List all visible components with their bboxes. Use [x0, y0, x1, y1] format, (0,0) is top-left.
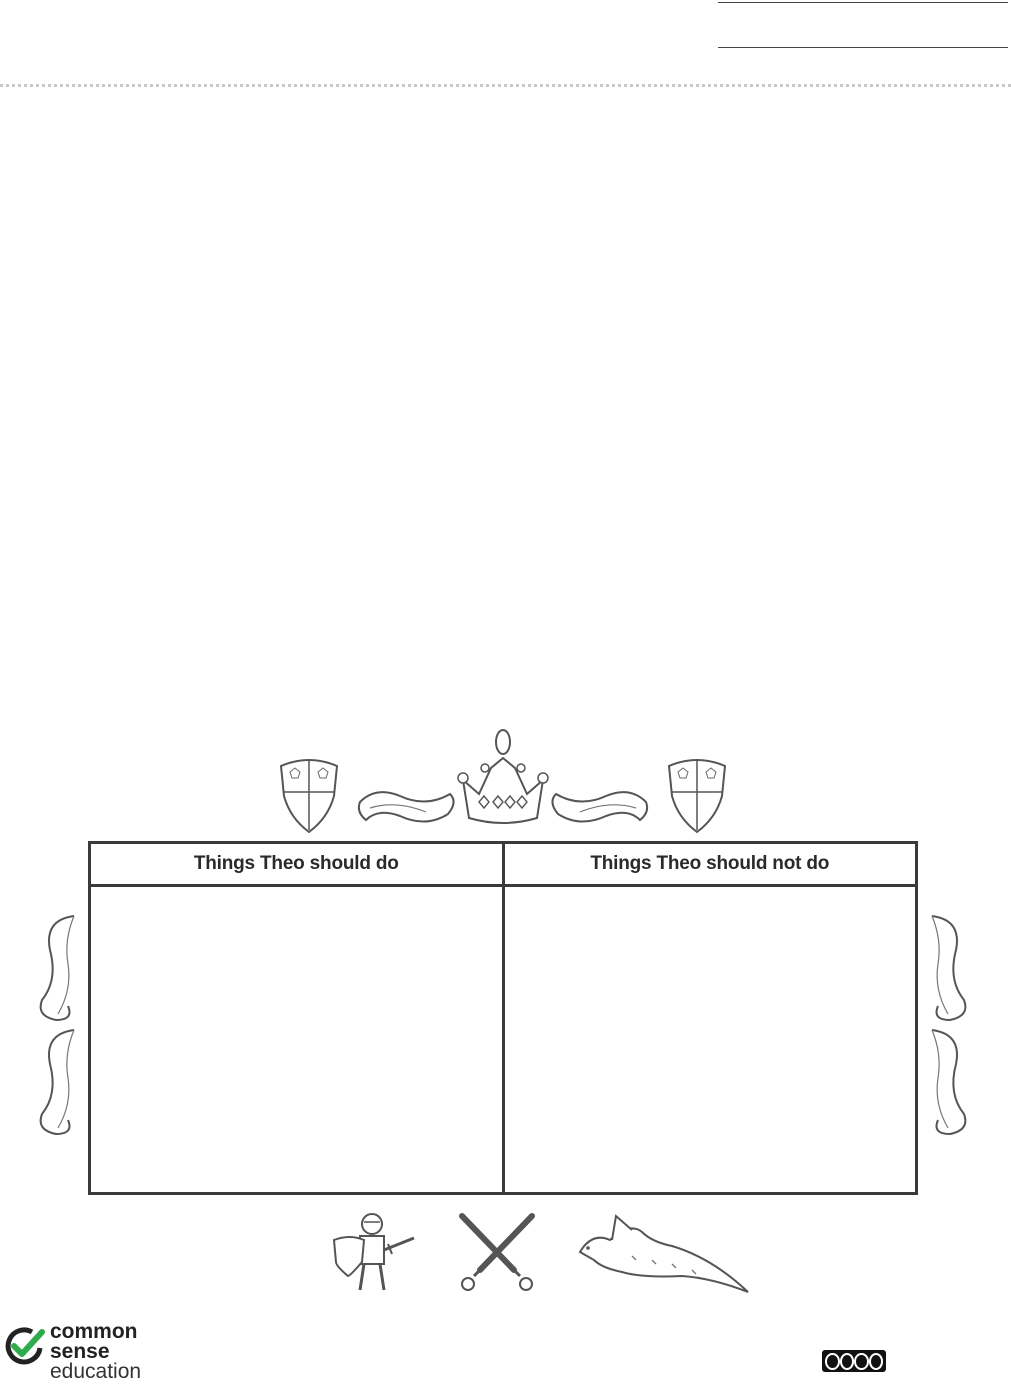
- scroll-icon: [356, 782, 460, 834]
- date-line[interactable]: [718, 47, 1008, 48]
- logo-sense: sense: [50, 1340, 110, 1363]
- do-dont-table: [88, 841, 918, 1195]
- flourish-icon: [34, 910, 84, 1142]
- column-header: Things Theo should not do: [505, 844, 916, 887]
- cut-line: [0, 84, 1011, 87]
- should-not-do-writing-area[interactable]: [505, 887, 916, 1192]
- dragon-icon: [572, 1212, 752, 1298]
- common-sense-logo: [2, 1322, 162, 1382]
- name-line[interactable]: [718, 2, 1008, 3]
- flourish-icon: [922, 910, 972, 1142]
- knight-icon: [330, 1208, 420, 1296]
- shield-icon: [276, 756, 342, 834]
- creative-commons-badge: [822, 1350, 886, 1372]
- shield-icon: [664, 756, 730, 834]
- should-do-writing-area[interactable]: [91, 887, 502, 1192]
- crown-icon: [455, 728, 551, 830]
- column-header: Things Theo should do: [91, 844, 502, 887]
- crossed-swords-icon: [452, 1210, 542, 1294]
- should-not-do-column: [502, 844, 916, 1192]
- nc-icon: [854, 1353, 869, 1370]
- scroll-icon: [546, 782, 650, 834]
- cc-icon: [825, 1353, 840, 1370]
- checkmark-icon: [2, 1326, 46, 1366]
- logo-common: common: [50, 1320, 138, 1343]
- by-icon: [840, 1353, 855, 1370]
- logo-education: education: [50, 1360, 142, 1383]
- sa-icon: [869, 1353, 884, 1370]
- should-do-column: [91, 844, 502, 1192]
